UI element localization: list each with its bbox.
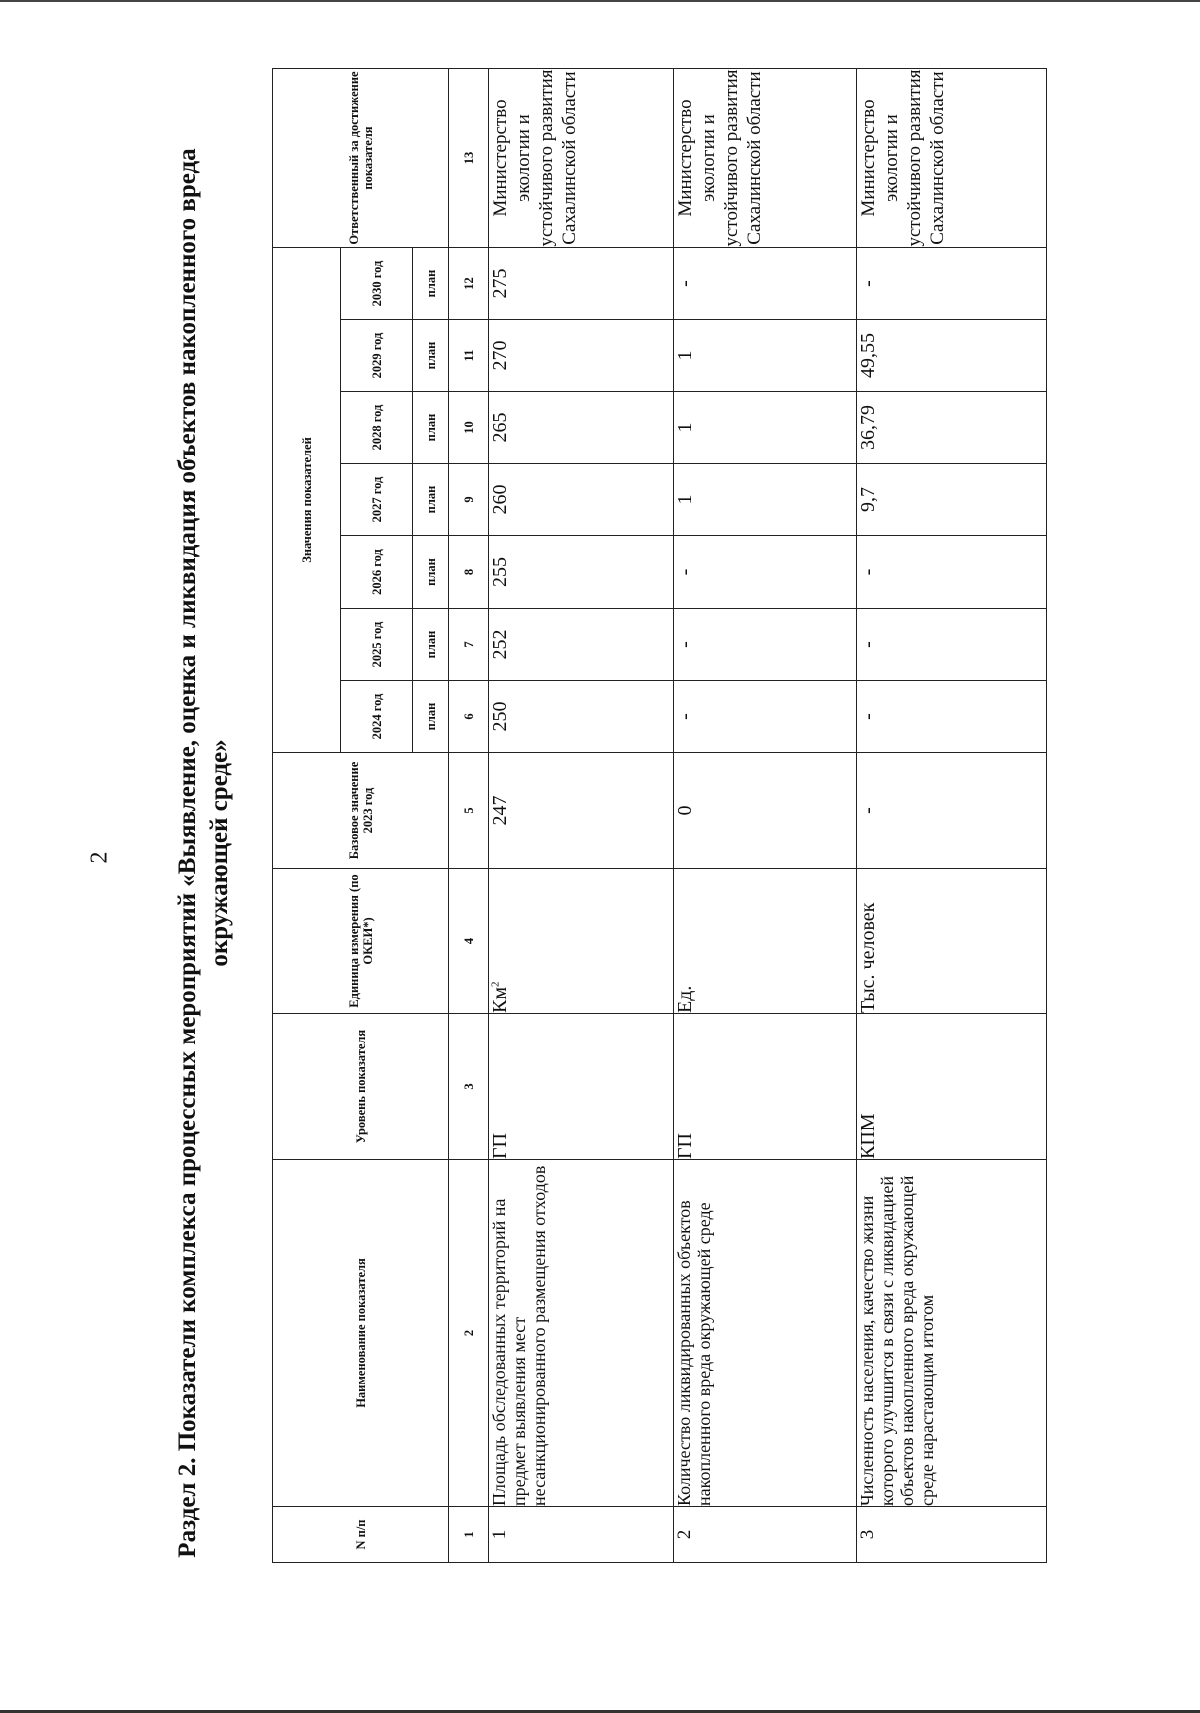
row-number: 2 (674, 1507, 857, 1563)
header-plan: план (413, 681, 449, 753)
plan-value: 250 (489, 681, 674, 753)
header-plan: план (413, 248, 449, 320)
unit-text: Тыс. человек (857, 902, 879, 1013)
column-number: 4 (449, 869, 489, 1014)
column-number: 8 (449, 536, 489, 609)
plan-value: - (674, 248, 857, 320)
column-number: 6 (449, 681, 489, 753)
indicator-unit (857, 869, 1047, 1014)
row-number: 3 (857, 1507, 1047, 1563)
plan-value: 49,55 (857, 320, 1047, 392)
unit-text: Км (489, 987, 511, 1013)
column-number: 5 (449, 753, 489, 869)
section-title: Раздел 2. Показатели комплекса процессных мероприятий «Выявление, оценка и ликвидация объектов накопленного вреда окружающей среде» (174, 148, 233, 1558)
indicator-name: Площадь обследованных территорий на предмет выявления мест несанкционированного размещения отходов (489, 1160, 674, 1507)
header-num: N п/п (273, 1507, 449, 1563)
indicator-level: ГП (489, 1014, 674, 1160)
header-year: 2025 год (341, 609, 413, 681)
column-number: 9 (449, 464, 489, 536)
column-number: 7 (449, 609, 489, 681)
header-plan: план (413, 609, 449, 681)
column-number: 11 (449, 320, 489, 392)
indicators-table (272, 68, 1047, 1563)
indicator-name: Численность населения, качество жизни которого улучшится в связи с ликвидацией объектов накопленного вреда окружающей среде нарастающим итогом (857, 1160, 1047, 1507)
column-number: 1 (449, 1507, 489, 1563)
plan-value: - (674, 536, 857, 609)
indicator-level: ГП (674, 1014, 857, 1160)
header-year: 2026 год (341, 536, 413, 609)
header-year: 2030 год (341, 248, 413, 320)
plan-value: 1 (674, 392, 857, 464)
header-name: Наименование показателя (273, 1160, 449, 1507)
column-number: 12 (449, 248, 489, 320)
header-unit: Единица измерения (по ОКЕИ*) (273, 869, 449, 1014)
header-plan: план (413, 392, 449, 464)
header-responsible: Ответственный за достижение показателя (273, 69, 449, 248)
column-number: 2 (449, 1160, 489, 1507)
column-number: 10 (449, 392, 489, 464)
responsible-body: Министерство экологии и устойчивого развития Сахалинской области (857, 69, 1047, 248)
header-row-1 (273, 69, 341, 1563)
plan-value: - (674, 609, 857, 681)
base-value: 0 (674, 753, 857, 869)
plan-value: - (857, 536, 1047, 609)
plan-value: - (857, 248, 1047, 320)
header-year: 2024 год (341, 681, 413, 753)
plan-value: 275 (489, 248, 674, 320)
plan-value: 270 (489, 320, 674, 392)
indicator-unit (674, 869, 857, 1014)
responsible-body: Министерство экологии и устойчивого развития Сахалинской области (674, 69, 857, 248)
table-row (489, 69, 674, 1563)
header-year: 2029 год (341, 320, 413, 392)
plan-value: - (674, 681, 857, 753)
plan-value: 1 (674, 320, 857, 392)
table-row (674, 69, 857, 1563)
plan-value: 1 (674, 464, 857, 536)
header-base: Базовое значение 2023 год (273, 753, 449, 869)
table-row (857, 69, 1047, 1563)
unit-superscript: 2 (489, 981, 502, 987)
header-plan: план (413, 536, 449, 609)
row-number: 1 (489, 1507, 674, 1563)
plan-value: 255 (489, 536, 674, 609)
plan-value: 9,7 (857, 464, 1047, 536)
plan-value: 260 (489, 464, 674, 536)
column-number: 13 (449, 69, 489, 248)
header-year: 2028 год (341, 392, 413, 464)
header-year: 2027 год (341, 464, 413, 536)
base-value: 247 (489, 753, 674, 869)
indicator-unit (489, 869, 674, 1014)
plan-value: 265 (489, 392, 674, 464)
responsible-body: Министерство экологии и устойчивого развития Сахалинской области (489, 69, 674, 248)
page-number: 2 (86, 851, 113, 864)
plan-value: - (857, 609, 1047, 681)
header-plan: план (413, 320, 449, 392)
header-level: Уровень показателя (273, 1014, 449, 1160)
header-column-numbers (449, 69, 489, 1563)
plan-value: - (857, 681, 1047, 753)
header-values: Значения показателей (273, 248, 341, 753)
indicator-level: КПМ (857, 1014, 1047, 1160)
column-number: 3 (449, 1014, 489, 1160)
header-plan: план (413, 464, 449, 536)
base-value: - (857, 753, 1047, 869)
plan-value: 252 (489, 609, 674, 681)
unit-text: Ед. (674, 985, 696, 1013)
indicator-name: Количество ликвидированных объектов накопленного вреда окружающей среде (674, 1160, 857, 1507)
plan-value: 36,79 (857, 392, 1047, 464)
